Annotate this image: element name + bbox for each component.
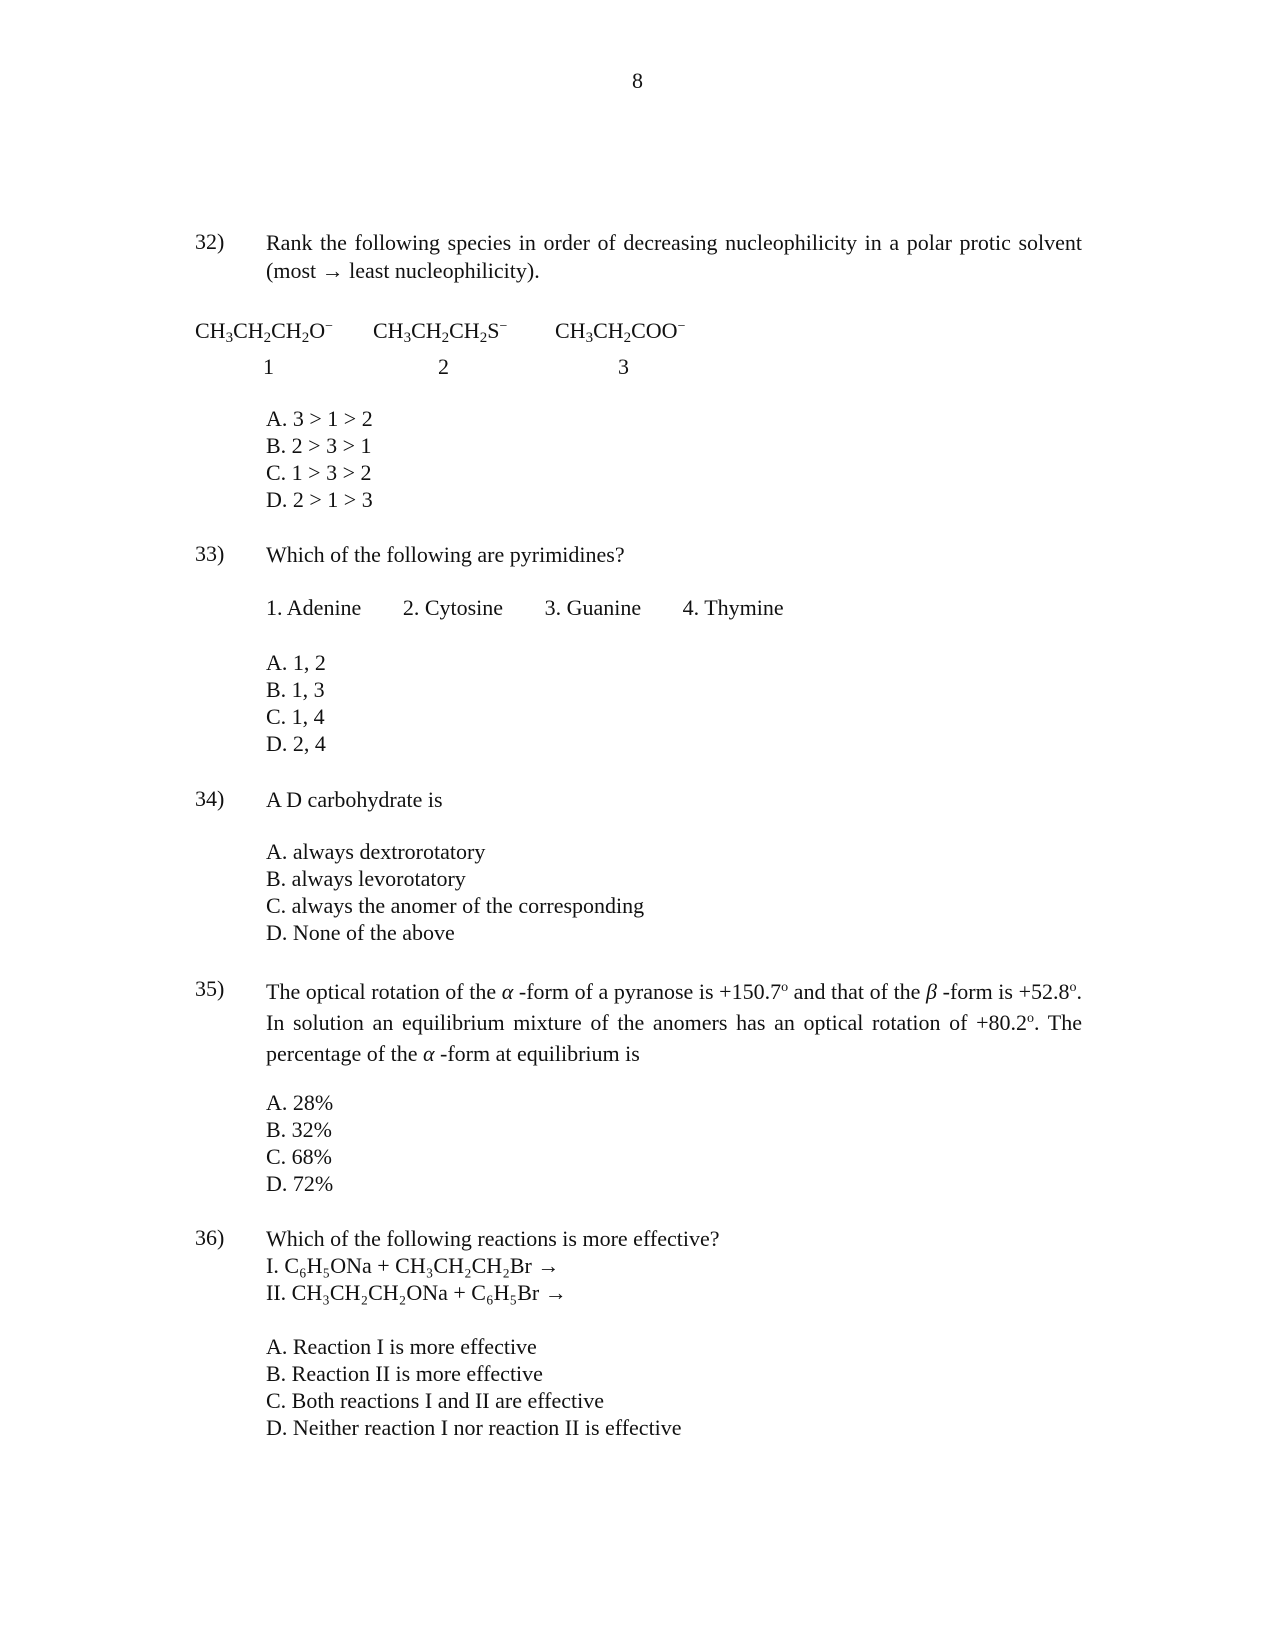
option-a: A. 3 > 1 > 2: [266, 406, 373, 431]
question-35-options: [266, 1089, 333, 1197]
page-number: 8: [632, 68, 643, 93]
option-a: A. 28%: [266, 1090, 334, 1115]
question-36-text: [266, 1225, 1082, 1306]
option-a: A. 1, 2: [266, 650, 326, 675]
option-d: D. 2, 4: [266, 731, 326, 756]
species-3-formula: $CH_3CH_2COO^-$: [555, 318, 686, 346]
question-35-number: 35): [195, 976, 225, 1001]
option-b: B. always levorotatory: [266, 866, 466, 891]
question-33-number: 33): [195, 541, 225, 566]
option-b: B. 1, 3: [266, 677, 325, 702]
option-a: A. always dextrorotatory: [266, 839, 486, 864]
option-c: C. Both reactions I and II are effective: [266, 1388, 605, 1413]
option-b: B. Reaction II is more effective: [266, 1361, 543, 1386]
species-1-label: 1: [263, 354, 274, 379]
reaction-1: I. C₆H₅ONa + CH₃CH₂CH₂Br →: [266, 1253, 560, 1278]
reaction-2: II. CH₃CH₂CH₂ONa + C₆H₅Br →: [266, 1280, 567, 1305]
beta-symbol: β: [926, 979, 938, 1004]
item-adenine: 1. Adenine: [266, 595, 362, 620]
species-2-label: 2: [438, 354, 449, 379]
species-2-formula: $CH_3CH_2CH_2S^-$: [373, 318, 508, 346]
question-32-number: 32): [195, 229, 225, 254]
question-34-number: 34): [195, 786, 225, 811]
option-c: C. 1, 4: [266, 704, 325, 729]
question-34-options: [266, 838, 644, 946]
question-32-options: [266, 405, 373, 513]
question-32-text: Rank the following species in order of decreasing nucleophilicity in a polar protic solvent (most → least nucleophilicity).: [266, 230, 1082, 283]
option-c: C. always the anomer of the corresponding: [266, 893, 645, 918]
item-cytosine: 2. Cytosine: [402, 595, 504, 620]
question-36-prompt: Which of the following reactions is more effective?: [266, 1226, 720, 1251]
species-1-formula: $CH_3CH_2CH_2O^-$: [195, 318, 333, 346]
species-3-label: 3: [618, 354, 629, 379]
option-d: D. None of the above: [266, 920, 455, 945]
option-d: D. 72%: [266, 1171, 334, 1196]
question-35-text: The optical rotation of the α -form of a pyranose is $+150.7^o$ and that of the β -form is $+52.8^o$. In solution an equilibrium mixture of the anomers has an optical rotation of $+80.2^o$. The percentage of the α -form at equilibrium is: [266, 979, 1082, 1066]
question-33-items: [266, 595, 820, 621]
item-thymine: 4. Thymine: [682, 595, 784, 620]
question-36-options: [266, 1333, 682, 1441]
question-33-options: [266, 649, 326, 757]
option-c: C. 68%: [266, 1144, 332, 1169]
option-b: B. 2 > 3 > 1: [266, 433, 372, 458]
option-b: B. 32%: [266, 1117, 332, 1142]
option-a: A. Reaction I is more effective: [266, 1334, 537, 1359]
item-guanine: 3. Guanine: [544, 595, 642, 620]
question-33-text: Which of the following are pyrimidines?: [266, 542, 625, 567]
option-d: D. Neither reaction I nor reaction II is effective: [266, 1415, 682, 1440]
option-c: C. 1 > 3 > 2: [266, 460, 372, 485]
question-36-number: 36): [195, 1225, 225, 1250]
option-d: D. 2 > 1 > 3: [266, 487, 373, 512]
question-34-text: A D carbohydrate is: [266, 787, 443, 812]
alpha-symbol: α: [501, 979, 514, 1004]
